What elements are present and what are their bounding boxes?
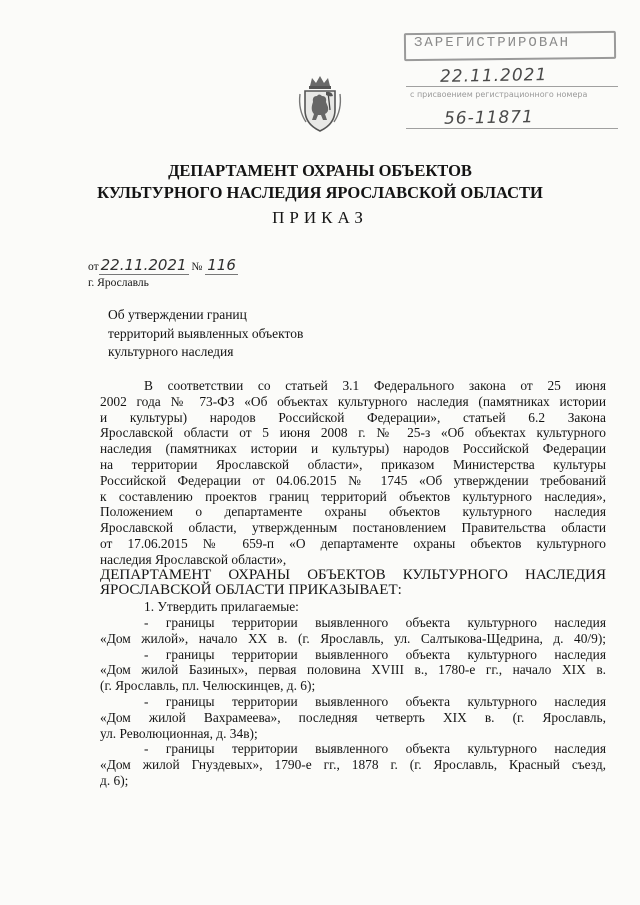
body-line: 1. Утвердить прилагаемые: xyxy=(144,599,299,615)
department-title-line2: КУЛЬТУРНОГО НАСЛЕДИЯ ЯРОСЛАВСКОЙ ОБЛАСТИ xyxy=(97,183,543,202)
department-title-line1: ДЕПАРТАМЕНТ ОХРАНЫ ОБЪЕКТОВ xyxy=(168,161,472,180)
body-line: и культуры) народов Российской Федерации», статьей 6.2 Закона xyxy=(100,409,606,425)
document-type: ПРИКАЗ xyxy=(272,208,368,227)
order-date-number xyxy=(88,256,238,274)
body-line: - границы территории выявленного объекта культурного наследия xyxy=(144,741,606,757)
body-line: от 17.06.2015 № 659-п «О департаменте охраны объектов культурного xyxy=(100,535,606,551)
number-prefix: № xyxy=(191,261,203,273)
order-number: 116 xyxy=(207,256,236,274)
body-line: Российской Федерации от 04.06.2015 № 1745 «Об утверждении требований xyxy=(100,472,606,488)
yaroslavl-coat-of-arms-icon xyxy=(296,74,344,136)
body-line: на территории Ярославской области», приказом Министерства культуры xyxy=(100,456,606,472)
body-line: 2002 года № 73-ФЗ «Об объектах культурного наследия (памятниках истории xyxy=(100,393,606,409)
body-line: - границы территории выявленного объекта культурного наследия xyxy=(144,614,606,630)
subject-line: культурного наследия xyxy=(108,344,234,359)
order-date: 22.11.2021 xyxy=(100,256,187,274)
body-line: «Дом жилой», начало XX в. (г. Ярославль, ул. Салтыкова-Щедрина, д. 40/9); xyxy=(100,630,606,646)
stamp-date: 22.11.2021 xyxy=(439,65,548,87)
body-line: ул. Революционная, д. 34в); xyxy=(100,725,258,741)
stamp-note: с присвоением регистрационного номера xyxy=(410,90,588,99)
body-line-caps: ЯРОСЛАВСКОЙ ОБЛАСТИ ПРИКАЗЫВАЕТ: xyxy=(100,582,402,599)
body-line: Ярославской области от 5 июня 2008 г. № 25-з «Об объектах культурного xyxy=(100,425,606,441)
body-line-caps: ДЕПАРТАМЕНТ ОХРАНЫ ОБЪЕКТОВ КУЛЬТУРНОГО НАСЛЕДИЯ xyxy=(100,566,606,583)
body-line: д. 6); xyxy=(100,772,129,788)
body-line: Ярославской области, утвержденным постановлением Правительства области xyxy=(100,520,606,536)
registration-stamp xyxy=(396,30,628,138)
body-line: Положением о департаменте охраны объектов культурного наследия xyxy=(100,504,606,520)
body-line: к составлению проектов границ территорий объектов культурного наследия», xyxy=(100,488,606,504)
body-line: - границы территории выявленного объекта культурного наследия xyxy=(144,646,606,662)
order-city: г. Ярославль xyxy=(88,277,149,289)
date-prefix: от xyxy=(88,261,99,273)
subject-line: территорий выявленных объектов xyxy=(108,325,304,341)
order-subject xyxy=(108,306,303,362)
body-line: В соответствии со статьей 3.1 Федерального закона от 25 июня xyxy=(144,378,606,393)
body-line: - границы территории выявленного объекта культурного наследия xyxy=(144,693,606,709)
stamp-underline xyxy=(406,86,618,87)
stamp-number: 56-11871 xyxy=(443,107,535,129)
body-line: «Дом жилой Базиных», первая половина XVIII в., 1780-е гг., начало XIX в. xyxy=(100,662,606,678)
body-line: «Дом жилой Вахрамеева», последняя четверть XIX в. (г. Ярославль, xyxy=(100,709,606,725)
stamp-title: ЗАРЕГИСТРИРОВАН xyxy=(414,35,571,51)
body-line: (г. Ярославль, пл. Челюскинцев, д. 6); xyxy=(100,678,316,694)
body-line: наследия (памятниках истории и культуры) народов Российской Федерации xyxy=(100,441,606,457)
stamp-underline xyxy=(406,128,618,129)
body-line: наследия Ярославской области», xyxy=(100,551,287,567)
department-title xyxy=(0,160,640,204)
subject-line: Об утверждении границ xyxy=(108,307,247,322)
body-line: «Дом жилой Гнуздевых», 1790-е гг., 1878 г. (г. Ярославль, Красный съезд, xyxy=(100,757,606,773)
order-body xyxy=(100,378,606,789)
